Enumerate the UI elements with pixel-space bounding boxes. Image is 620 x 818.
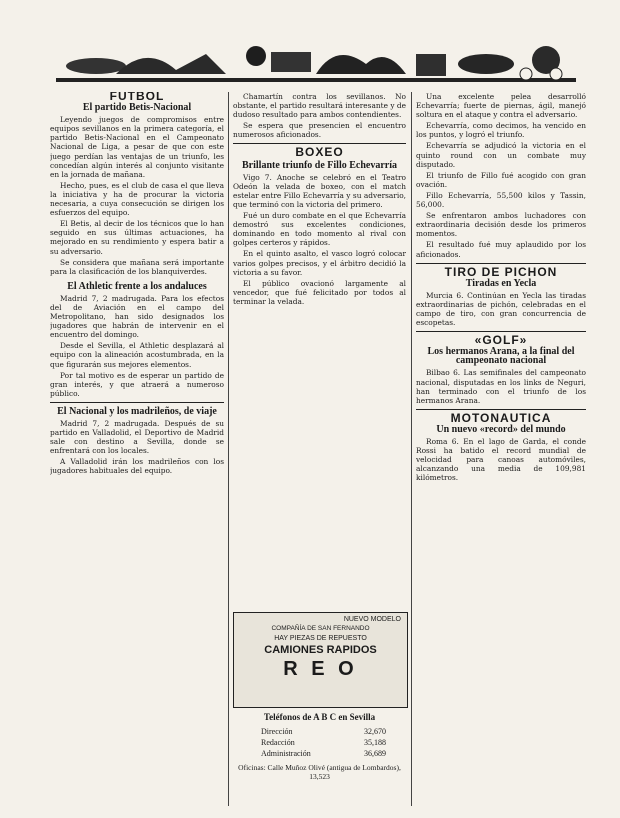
- phone-number: 32,670: [364, 727, 386, 736]
- article-title: El Athletic frente a los andaluces: [67, 280, 207, 292]
- paragraph: Se considera que mañana será importante para la clasificación de los blanquiverdes.: [50, 257, 224, 276]
- column-divider: [411, 92, 412, 806]
- divider: [50, 402, 224, 403]
- paragraph: El Betis, al decir de los técnicos que lo han seguido en sus últimas actuaciones, ha mejorado en su rendimiento y espera batir a su adversario.: [50, 219, 224, 256]
- article-title: Tiradas en Yecla: [465, 277, 537, 289]
- paragraph: En el quinto asalto, el vasco logró colocar varios golpes precisos, y el árbitro decidió la victoria a su favor.: [233, 249, 406, 277]
- divider: [416, 331, 586, 332]
- paragraph: Vigo 7. Anoche se celebró en el Teatro Odeón la velada de boxeo, con el match estelar entre Fillo Echevarría y su adversario, que terminó con la victoria del primero.: [233, 172, 406, 209]
- ad-company: COMPAÑÍA DE SAN FERNANDO: [271, 625, 370, 632]
- paragraph: Por tal motivo es de esperar un partido de gran interés, y que atraerá a numeroso público.: [50, 370, 224, 398]
- paragraph: El público ovacionó largamente al vencedor, que fué felicitado por todos al terminar la velada.: [233, 278, 406, 306]
- paragraph: Leyendo juegos de compromisos entre equipos sevillanos en la primera categoría, el partido Betis-Nacional en el Campeonato Nacional de Liga, a pesar de que con este juego perdían las ventajas de un triunfo, les concedían algún interés al conjunto visitante en la jornada de mañana.: [50, 115, 224, 179]
- left-column: [50, 92, 224, 806]
- phone-row: [233, 726, 406, 737]
- section-heading-futbol: FUTBOL: [109, 92, 165, 103]
- phones-footer: Oficinas: Calle Muñoz Olivé (antigua de Lombardos), 13,523: [238, 763, 401, 781]
- ad-parts: HAY PIEZAS DE REPUESTO: [274, 635, 367, 642]
- sports-illustration-banner: [56, 34, 576, 86]
- phones-title: Teléfonos de A B C en Sevilla: [263, 712, 376, 722]
- ad-headline: CAMIONES RAPIDOS: [264, 644, 377, 656]
- section-heading-boxeo: BOXEO: [295, 145, 344, 160]
- phone-row: [233, 737, 406, 748]
- phone-row: [233, 748, 406, 759]
- phone-label: Redacción: [261, 738, 295, 747]
- paragraph: Se enfrentaron ambos luchadores con extraordinaria decisión desde los primeros momentos.: [416, 211, 586, 239]
- right-column: [416, 92, 586, 806]
- divider: [416, 263, 586, 264]
- paragraph: Madrid 7, 2 madrugada. Después de su partido en Valladolid, el Deportivo de Madrid sale con destino a Sevilla, donde se enfrentará con los locales.: [50, 419, 224, 456]
- paragraph: Roma 6. En el lago de Garda, el conde Rossi ha batido el record mundial de velocidad para canoas automóviles, alcanzando una media de 109,981 kilómetros.: [416, 437, 586, 483]
- paragraph: Hecho, pues, es el club de casa el que lleva la iniciativa y ha de procurar la victoria necesaria, a cuya consecución se dirigen los esfuerzos del equipo.: [50, 180, 224, 218]
- phone-label: Dirección: [261, 727, 293, 736]
- paragraph: Se espera que presencien el encuentro numerosos aficionados.: [233, 121, 406, 140]
- phone-label: Administración: [261, 749, 311, 758]
- paragraph: Desde el Sevilla, el Athletic desplazará al equipo con la alineación acostumbrada, en la que figurarán sus mejores elementos.: [50, 341, 224, 369]
- paragraph: Una excelente pelea desarrolló Echevarría; fuerte de piernas, ágil, manejó soltura en el ataque y contra el adversario.: [416, 92, 586, 120]
- middle-column: [233, 92, 406, 607]
- paragraph: A Valladolid irán los madrileños con los jugadores habituales del equipo.: [50, 457, 224, 476]
- section-heading-golf: «GOLF»: [474, 333, 528, 348]
- article-title: Brillante triunfo de Fillo Echevarría: [242, 159, 397, 171]
- paragraph: Madrid 7, 2 madrugada. Para los efectos del de Aviación en el campo del Metropolitano, han sido designados los jugadores que habrán de intervenir en el encuentro del domingo.: [50, 293, 224, 340]
- paragraph: El resultado fué muy aplaudido por los aficionados.: [416, 240, 586, 259]
- truck-advertisement: [233, 612, 408, 708]
- weights-line: Fillo Echevarría, 55,500 kilos y Tassin, 56,000.: [416, 190, 586, 210]
- section-heading-motonautica: MOTONAUTICA: [450, 410, 552, 425]
- section-heading-tiro: TIRO DE PICHON: [444, 264, 558, 279]
- paragraph: Bilbao 6. Las semifinales del campeonato nacional, disputadas en los links de Neguri, han terminado con el triunfo de los hermanos Arana.: [416, 368, 586, 405]
- article-title: Un nuevo «record» del mundo: [436, 423, 566, 435]
- ad-tag: NUEVO MODELO: [343, 616, 401, 623]
- column-divider: [228, 92, 229, 806]
- paragraph: Murcia 6. Continúan en Yecla las tiradas extraordinarias de pichón, celebradas en el campo de tiro, con gran concurrencia de escopetas.: [416, 290, 586, 328]
- paragraph: Chamartín contra los sevillanos. No obstante, el partido resultará interesante y de dudoso resultado para ambos contendientes.: [233, 92, 406, 120]
- paragraph: Fué un duro combate en el que Echevarría demostró sus excelentes condiciones, dominando en todo momento al rival con golpes certeros y rápidos.: [233, 211, 406, 248]
- ad-brand: R E O: [283, 658, 358, 680]
- phone-number: 36,689: [364, 749, 386, 758]
- paragraph: Echevarría se adjudicó la victoria en el quinto round con un combate muy disputado.: [416, 141, 586, 169]
- phone-number: 35,188: [364, 738, 386, 747]
- paragraph: El triunfo de Fillo fué acogido con gran ovación.: [416, 170, 586, 189]
- divider: [233, 143, 406, 144]
- paragraph: Echevarría, como decimos, ha vencido en los puntos, y logró el triunfo.: [416, 121, 586, 140]
- divider: [416, 409, 586, 410]
- article-title: El Nacional y los madrileños, de viaje: [57, 405, 217, 417]
- article-title: Los hermanos Arana, a la final del campeonato nacional: [427, 346, 575, 367]
- phone-directory: [233, 712, 406, 781]
- article-title: El partido Betis-Nacional: [82, 102, 192, 114]
